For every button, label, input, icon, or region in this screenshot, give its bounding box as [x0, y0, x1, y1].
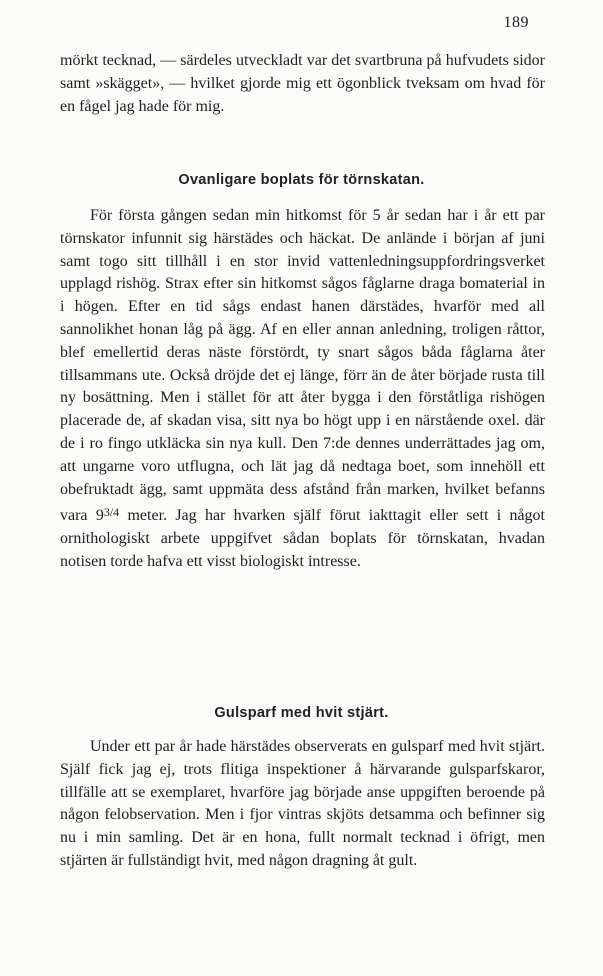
- paragraph-gulsparf: Under ett par år hade härstädes observerats en gulsparf med hvit stjärt. Själf fick jag ej, trots flitiga inspektioner å härvarande gulsparfskaror, tillfälle att se exemplaret, hvarföre jag började anse uppgiften beroende på någon felobservation. Men i fjor vintras skjöts detsamma och befinner sig nu i min samling. Det är en hona, fullt normalt tecknad i öfrigt, men stjärten är fullständigt hvit, med någon dragning åt gult.: [60, 738, 545, 869]
- paragraph-tornskatan: [60, 205, 545, 574]
- paragraph-tornskatan-text: För första gången sedan min hitkomst för 5 år sedan har i år ett par törnskator infunnit sig härstädes och häckat. De anlände i början af juni samt togo sitt tillhåll i en stor invid vattenledningsuppfordringsverket upplagd rishög. Strax efter sin hitkomst sågos fåglarne draga bomaterial in i högen. Efter en tid sågs endast hanen därstädes, hvarför med all sannolikhet honan låg på ägg. Af en eller annan anledning, troligen råttor, blef emellertid deras näste förstördt, ty snart sågos båda fåglarna åter tillsammans ute. Också dröjde det ej länge, förr än de åter började rusta till ny bosättning. Men i stället för att åter bygga i den förståtliga rishögen placerade de, af skadan visa, sitt nya bo högt upp i en närstående oxel. där de i ro fingo utkläcka sin nya kull. Den 7:de dennes underrättades jag om, att ungarne voro utflugna, och lät jag då nedtaga boet, som innehöll ett obefruktadt ägg, samt uppmäta dess afstånd från marken, hvilket befanns vara 9: [60, 207, 545, 525]
- page-number: 189: [503, 14, 529, 31]
- section-heading-gulsparf: Gulsparf med hvit stjärt.: [214, 705, 389, 721]
- section-heading-tornskatan: Ovanligare boplats för törnskatan.: [178, 172, 425, 188]
- fraction-three-quarters: 3/4: [103, 505, 120, 520]
- section-body-gulsparf: [60, 736, 545, 873]
- paragraph-tornskatan-text-end: meter. Jag har hvarken själf förut iakttagit eller sett i något ornithologiskt arbete uppgifvet sådan boplats för törnskatan, hvadan notisen torde hafva ett visst biologiskt intresse.: [60, 507, 546, 570]
- intro-paragraph-block: [60, 50, 545, 118]
- intro-paragraph: mörkt tecknad, — särdeles utveckladt var det svartbruna på hufvudets sidor samt »skägget», — hvilket gjorde mig ett ögonblick tveksam om hvad för en fågel jag hade för mig.: [60, 52, 545, 115]
- section-body-tornskatan: [60, 205, 545, 574]
